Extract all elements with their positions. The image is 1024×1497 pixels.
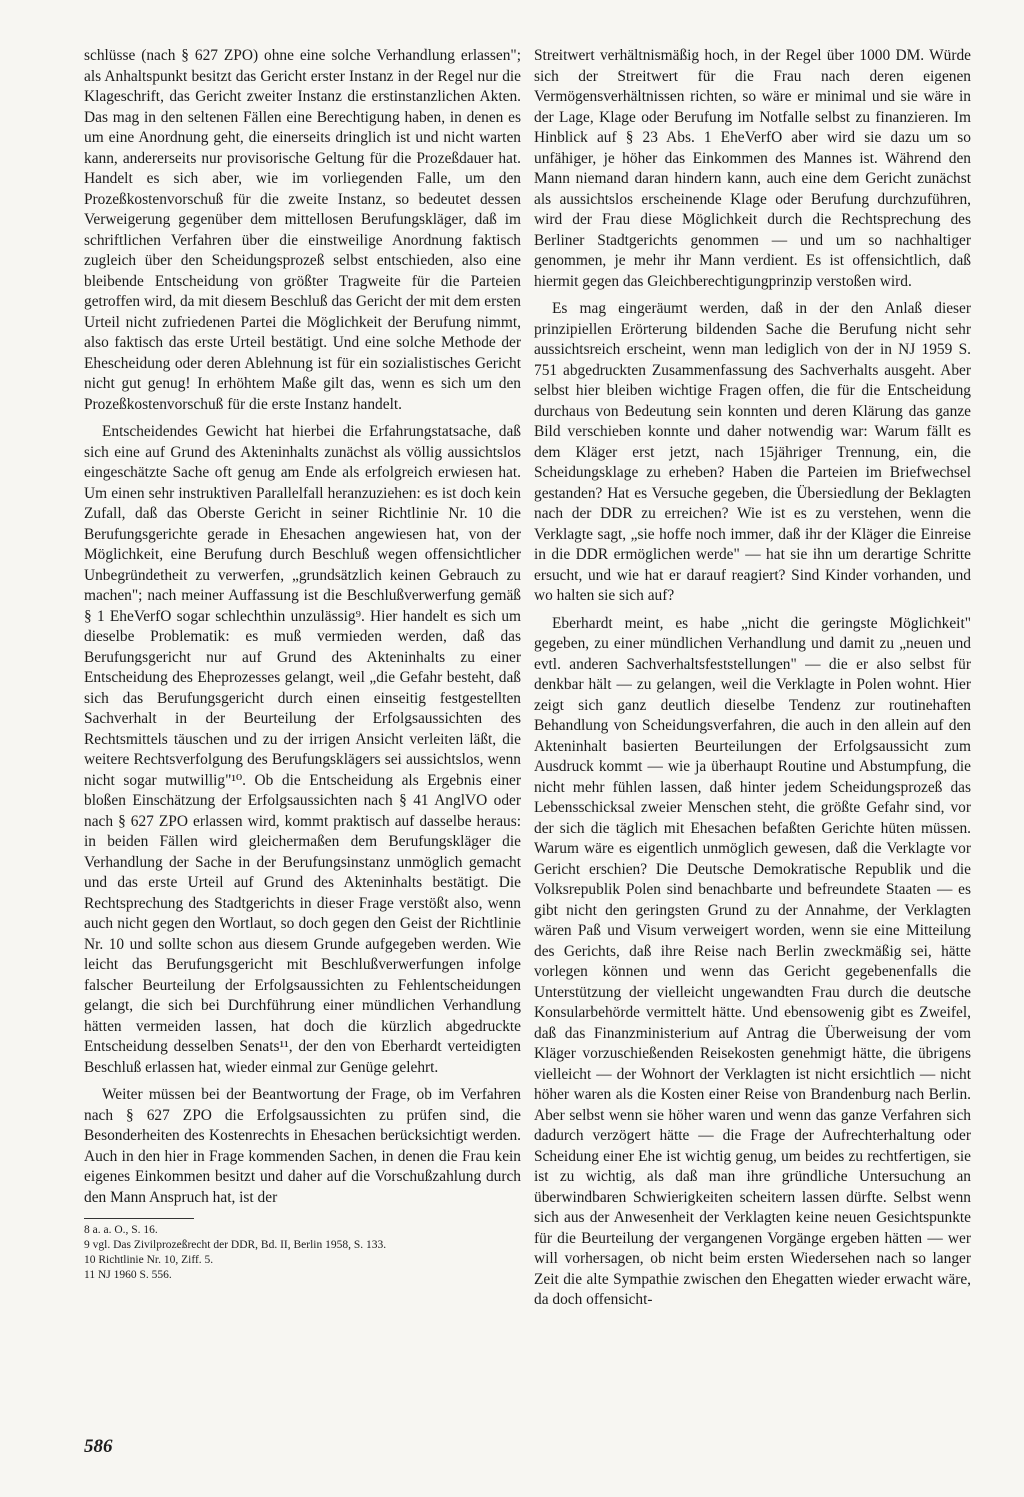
footnote-9: 9 vgl. Das Zivilprozeßrecht der DDR, Bd. II, Berlin 1958, S. 133. — [84, 1239, 387, 1251]
footnote-10: 10 Richtlinie Nr. 10, Ziff. 5. — [84, 1254, 214, 1266]
left-paragraph-1: schlüsse (nach § 627 ZPO) ohne eine solche Verhandlung erlassen"; als Anhaltspunkt besitzt das Gericht erster Instanz in der Regel nur die Klageschrift, das Gericht zweiter Instanz die erstinstanzlichen Akten. Das mag in den seltenen Fällen eine Berechtigung haben, in denen es um eine Anordnung geht, die einerseits dringlich ist und nicht warten kann, andererseits nur provisorische Geltung für die Prozeßdauer hat. Handelt es sich aber, wie im vorliegenden Falle, um den Prozeßkostenvorschuß für die zweite Instanz, so bedeutet dessen Verweigerung gegenüber dem mittellosen Berufungskläger, daß im schriftlichen Verfahren über die einstweilige Anordnung faktisch zugleich über den Scheidungsprozeß selbst entschieden, also eine bleibende Entscheidung von größter Tragweite für die Parteien getroffen wird, da mit diesem Beschluß das Gericht der mit dem ersten Urteil nicht zufriedenen Partei die Möglichkeit der Berufung nimmt, also faktisch das erste Urteil bestätigt. Und eine solche Methode der Ehescheidung oder deren Ablehnung ist für ein sozialistisches Gericht nicht gut genug! In erhöhtem Maße gilt das, wenn es sich um den Prozeßkostenvorschuß für die erste Instanz handelt. — [84, 47, 521, 413]
right-paragraph-2: Es mag eingeräumt werden, daß in der den Anlaß dieser prinzipiellen Erörterung bildenden Sache die Berufung nicht sehr aussichtsreich erscheint, wenn man lediglich von der in NJ 1959 S. 751 abgedruckten Zusammenfassung des Sachverhalts ausgeht. Aber selbst hier bleiben wichtige Fragen offen, die für die Entscheidung durchaus von Bedeutung sein konnten und deren Klärung das ganze Bild verschieben konnte und daher notwendig war: Warum fällt es dem Kläger erst jetzt, nach 15jähriger Trennung, ein, die Scheidungsklage zu erheben? Haben die Parteien im Briefwechsel gestanden? Hat es Versuche gegeben, die Übersiedlung der Beklagten nach der DDR zu erreichen? Wie ist es zu verstehen, wenn die Verklagte sagt, „sie hoffe noch immer, daß ihr der Kläger die Einreise in die DDR ermöglichen werde" — hat sie ihn um derartige Schritte ersucht, und wie hat er darauf reagiert? Sind Kinder vorhanden, und wo halten sie sich auf? — [534, 300, 971, 604]
footnote-8: 8 a. a. O., S. 16. — [84, 1224, 158, 1236]
footnotes — [84, 1223, 521, 1283]
right-column — [534, 46, 971, 1318]
footnote-11: 11 NJ 1960 S. 556. — [84, 1269, 172, 1281]
right-paragraph-3: Eberhardt meint, es habe „nicht die geringste Möglichkeit" gegeben, zu einer mündlichen Verhandlung und damit zu „neuen und evtl. anderen Sachverhaltsfeststellungen" — die er also selbst für denkbar hält — zu gelangen, weil die Verklagte in Polen wohnt. Hier zeigt sich ganz deutlich dieselbe Tendenz zur routinehaften Behandlung von Scheidungsverfahren, die auch in den allein auf den Akteninhalt basierten Beurteilungen der Erfolgsaussicht zum Ausdruck kommt — wie ja überhaupt Routine und Abstumpfung, die nicht mehr fühlen lassen, daß hinter jedem Scheidungsprozeß das Lebensschicksal zweier Menschen steht, die größte Gefahr sind, vor der sich die täglich mit Ehesachen befaßten Gerichte hüten müssen. Warum wäre es eigentlich unmöglich gewesen, daß die Verklagte vor Gericht erschien? Die Deutsche Demokratische Republik und die Volksrepublik Polen sind benachbarte und befreundete Staaten — es gibt nicht den geringsten Grund zu der Annahme, der Verklagten wären Paß und Visum verweigert worden, wenn sie eine Mitteilung des Gerichts, daß ihre Reise nach Berlin zweckmäßig sei, hätte vorlegen können und wenn das Gericht gegebenenfalls die Unterstützung der vielleicht ungewandten Frau durch die deutsche Konsularbehörde vermittelt hätte. Und ebensowenig gibt es Zweifel, daß das Finanzministerium auf Antrag die Überweisung der vom Kläger vorzuschießenden Reisekosten genehmigt hätte, die übrigens vielleicht — der Wohnort der Verklagten ist nicht ersichtlich — nicht höher waren als die Kosten einer Reise von Brandenburg nach Berlin. Aber selbst wenn sie höher waren und wenn das ganze Verfahren sich dadurch verzögert hätte — die Frage der Aufrechterhaltung oder Scheidung einer Ehe ist wichtig genug, um beides zu rechtfertigen, sie ist zu wichtig, als daß man ihre gründliche Untersuchung an überwindbaren Schwierigkeiten scheitern lassen dürfte. Selbst wenn sich aus der Anwesenheit der Verklagten keine neuen Gesichtspunkte für die Beurteilung der vergangenen Vorgänge ergeben hätten — wer will vorhersagen, ob nicht beim ersten Wiedersehen nach so langer Zeit die alte Sympathie zwischen den Ehegatten wieder erwacht wäre, da doch offensicht- — [534, 614, 971, 1308]
page-number: 586 — [84, 1436, 113, 1457]
left-paragraph-3: Weiter müssen bei der Beantwortung der Frage, ob im Verfahren nach § 627 ZPO die Erfolgsaussichten zu prüfen sind, die Besonderheiten des Kostenrechts in Ehesachen berücksichtigt werden. Auch in den hier in Frage kommenden Sachen, in denen die Frau kein eigenes Einkommen besitzt und daher auf die Vorschußzahlung durch den Mann Anspruch hat, ist der — [84, 1086, 521, 1206]
left-column — [84, 46, 521, 1283]
left-paragraph-2: Entscheidendes Gewicht hat hierbei die Erfahrungstatsache, daß sich eine auf Grund des Akteninhalts zunächst als völlig aussichtslos eingeschätzte Sache oft genug am Ende als erfolgreich erwiesen hat. Um einen sehr instruktiven Parallelfall heranzuziehen: es ist doch kein Zufall, daß das Oberste Gericht in seiner Richtlinie Nr. 10 die Berufungsgerichte gerade in Ehesachen angewiesen hat, von der Möglichkeit, eine Berufung durch Beschluß wegen offensichtlicher Unbegründetheit zu verwerfen, „grundsätzlich keinen Gebrauch zu machen"; nach meiner Auffassung ist die Beschlußverwerfung gemäß § 1 EheVerfO sogar schlechthin unzulässig⁹. Hier handelt es sich um dieselbe Problematik: es muß vermieden werden, daß das Berufungsgericht nur auf Grund des Akteninhalts zu einer Entscheidung des Eheprozesses gelangt, weil „die Gefahr besteht, daß sich das Berufungsgericht durch einen einseitig festgestellten Sachverhalt in der Beurteilung der Erfolgsaussichten des Rechtsmittels täuschen und zu der irrigen Ansicht verleiten läßt, die weitere Rechtsverfolgung des Berufungsklägers sei aussichtslos, wenn nicht sogar mutwillig"¹⁰. Ob die Entscheidung als Ergebnis einer bloßen Einschätzung der Erfolgsaussichten nach § 41 AnglVO oder nach § 627 ZPO erlassen wird, kommt praktisch auf dasselbe heraus: in beiden Fällen wird gleichermaßen dem Berufungskläger die Verhandlung der Sache in der Berufungsinstanz unmöglich gemacht und das erste Urteil auf Grund des Akteninhalts bestätigt. Die Rechtsprechung des Stadtgerichts in dieser Frage verstößt also, wenn auch nicht gegen den Wortlaut, so doch gegen den Geist der Richtlinie Nr. 10 und sollte schon aus diesem Grunde aufgegeben werden. Wie leicht das Berufungsgericht mit Beschlußverwerfungen infolge falscher Beurteilung der Erfolgsaussichten zu Fehlentscheidungen gelangt, die sich bei Durchführung einer mündlichen Verhandlung hätten vermeiden lassen, hat doch die kürzlich abgedruckte Entscheidung desselben Senats¹¹, der den von Eberhardt verteidigten Beschluß erlassen hat, wieder einmal zur Genüge gelehrt. — [84, 423, 521, 1076]
right-paragraph-1: Streitwert verhältnismäßig hoch, in der Regel über 1000 DM. Würde sich der Streitwert für die Frau nach deren eigenen Vermögensverhältnissen richten, so wäre er minimal und sie wäre in der Lage, Klage oder Berufung im Notfalle selbst zu finanzieren. Im Hinblick auf § 23 Abs. 1 EheVerfO aber wird sie dazu um so unfähiger, je höher das Einkommen des Mannes ist. Während den Mann niemand daran hindern kann, auch eine dem Gericht zunächst als aussichtslos erscheinende Klage oder Berufung durchzuführen, wird der Frau diese Möglichkeit durch die Rechtsprechung des Berliner Stadtgerichts genommen — und um so nachhaltiger genommen, je mehr ihr Mann verdient. Es ist offensichtlich, daß hiermit gegen das Gleichberechtigungprinzip verstoßen wird. — [534, 47, 971, 290]
